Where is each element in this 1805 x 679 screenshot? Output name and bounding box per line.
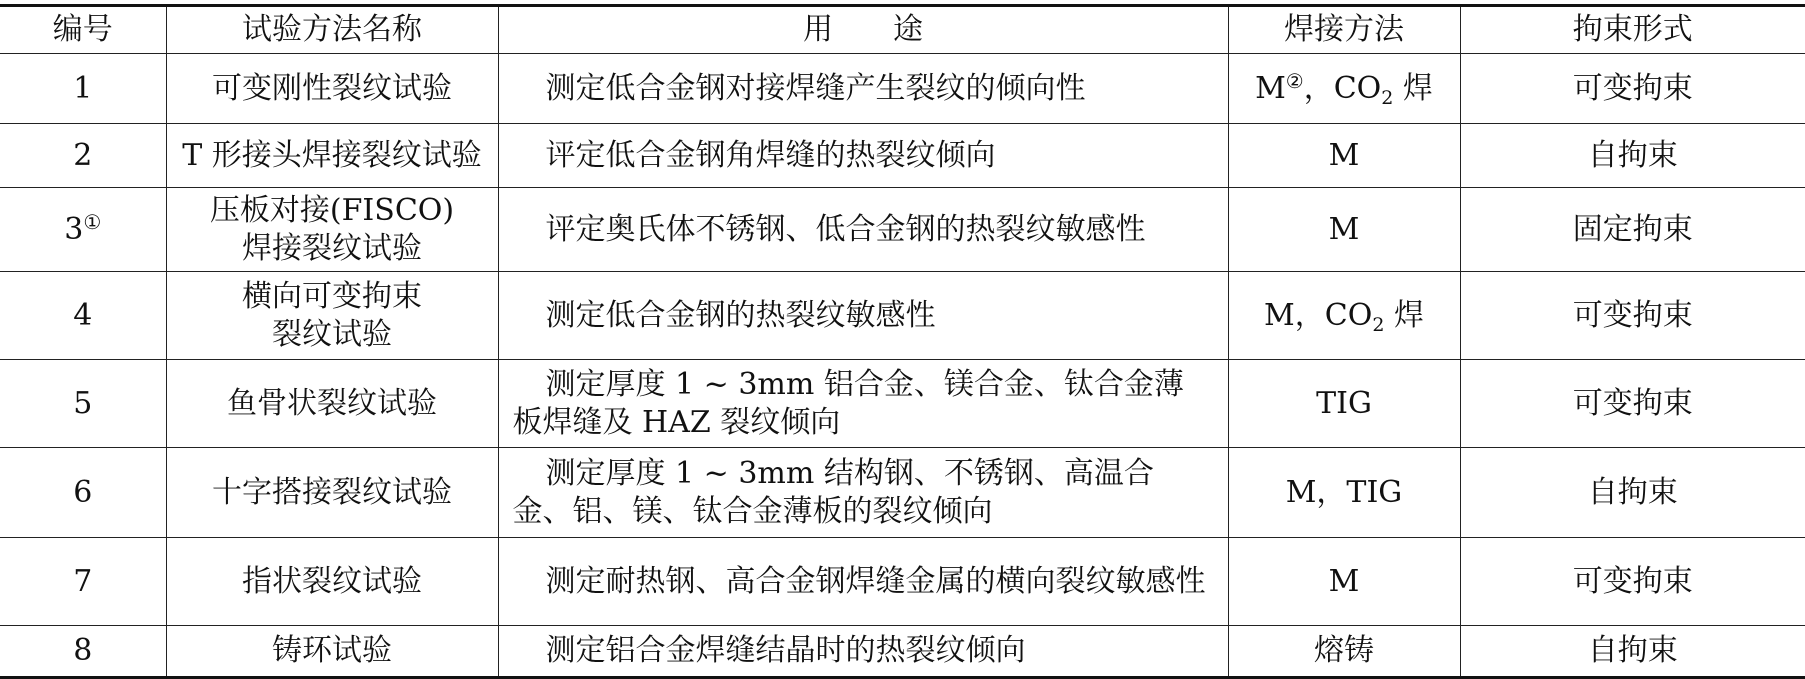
usage-text: 评定奥氏体不锈钢、低合金钢的热裂纹敏感性 (545, 211, 1146, 247)
usage-text: 测定低合金钢的热裂纹敏感性 (545, 297, 936, 333)
header-usage: 用 途 (498, 6, 1228, 54)
usage-cell (498, 272, 1228, 360)
header-number: 编号 (0, 6, 166, 54)
table-row (0, 626, 1805, 678)
restraint-form: 可变拘束 (1460, 54, 1805, 124)
test-name-cell (166, 448, 498, 538)
usage-cell (498, 626, 1228, 678)
welding-method-text: 焊 (1384, 297, 1424, 333)
weld-crack-test-table (0, 4, 1805, 679)
welding-method: M (1228, 538, 1460, 626)
table-body (0, 54, 1805, 678)
restraint-form: 自拘束 (1460, 626, 1805, 678)
test-name-cell (166, 538, 498, 626)
test-name: 指状裂纹试验 (242, 563, 422, 599)
usage-cell (498, 360, 1228, 448)
welding-method-text: M，CO (1264, 297, 1373, 333)
test-name: 鱼骨状裂纹试验 (227, 385, 437, 421)
usage-cell (498, 448, 1228, 538)
test-name: 可变刚性裂纹试验 (212, 70, 452, 106)
welding-method: M (1228, 188, 1460, 272)
table-row (0, 448, 1805, 538)
row-number: 6 (0, 448, 166, 538)
test-name-line-1: 压板对接(FISCO) (209, 193, 455, 228)
table-row (0, 54, 1805, 124)
subscript: 2 (1372, 313, 1385, 336)
restraint-form: 固定拘束 (1460, 188, 1805, 272)
usage-text: 测定低合金钢对接焊缝产生裂纹的倾向性 (545, 70, 1086, 106)
row-number-cell (0, 188, 166, 272)
usage-cell (498, 124, 1228, 188)
welding-method: M，TIG (1228, 448, 1460, 538)
row-number: 8 (0, 626, 166, 678)
header-row (0, 6, 1805, 54)
welding-method-text: ，CO (1303, 70, 1382, 106)
row-number: 5 (0, 360, 166, 448)
row-number: 7 (0, 538, 166, 626)
table-row (0, 124, 1805, 188)
table-row (0, 188, 1805, 272)
row-number: 2 (0, 124, 166, 188)
test-name-cell (166, 272, 498, 360)
test-name: 铸环试验 (272, 633, 392, 669)
usage-cell (498, 188, 1228, 272)
welding-method: M (1228, 124, 1460, 188)
restraint-form: 自拘束 (1460, 124, 1805, 188)
restraint-form: 可变拘束 (1460, 272, 1805, 360)
table-row (0, 360, 1805, 448)
welding-method-text: 焊 (1393, 70, 1433, 106)
welding-method-cell (1228, 272, 1460, 360)
welding-method: TIG (1228, 360, 1460, 448)
test-name: 十字搭接裂纹试验 (212, 474, 452, 510)
footnote-marker: ① (83, 209, 102, 234)
test-name-line-2: 裂纹试验 (272, 316, 392, 352)
test-name-cell (166, 54, 498, 124)
table-row (0, 538, 1805, 626)
welding-method-cell (1228, 54, 1460, 124)
header-welding-method: 焊接方法 (1228, 6, 1460, 54)
footnote-marker: ② (1285, 68, 1304, 93)
test-name-cell (166, 188, 498, 272)
usage-text: 测定厚度 1 ~ 3mm 结构钢、不锈钢、高温合金、铝、镁、钛合金薄板的裂纹倾向 (512, 456, 1154, 529)
restraint-form: 可变拘束 (1460, 538, 1805, 626)
usage-cell (498, 54, 1228, 124)
restraint-form: 自拘束 (1460, 448, 1805, 538)
usage-text: 评定低合金钢角焊缝的热裂纹倾向 (545, 137, 996, 173)
row-number: 1 (0, 54, 166, 124)
header-test-method-name: 试验方法名称 (166, 6, 498, 54)
row-number: 3 (64, 211, 84, 247)
welding-method-text: M (1255, 70, 1286, 106)
welding-method: 熔铸 (1228, 626, 1460, 678)
test-name-cell (166, 360, 498, 448)
table-row (0, 272, 1805, 360)
test-name-cell (166, 124, 498, 188)
test-name-line-1: 横向可变拘束 (242, 279, 422, 314)
test-name-line-2: 焊接裂纹试验 (242, 230, 422, 266)
test-name: T 形接头焊接裂纹试验 (182, 137, 482, 173)
usage-text: 测定厚度 1 ~ 3mm 铝合金、镁合金、钛合金薄板焊缝及 HAZ 裂纹倾向 (512, 367, 1184, 440)
header-restraint-form: 拘束形式 (1460, 6, 1805, 54)
usage-cell (498, 538, 1228, 626)
usage-text: 测定耐热钢、高合金钢焊缝金属的横向裂纹敏感性 (545, 563, 1206, 599)
test-name-cell (166, 626, 498, 678)
table-header (0, 6, 1805, 54)
restraint-form: 可变拘束 (1460, 360, 1805, 448)
row-number: 4 (0, 272, 166, 360)
subscript: 2 (1381, 86, 1394, 109)
usage-text: 测定铝合金焊缝结晶时的热裂纹倾向 (545, 633, 1026, 669)
